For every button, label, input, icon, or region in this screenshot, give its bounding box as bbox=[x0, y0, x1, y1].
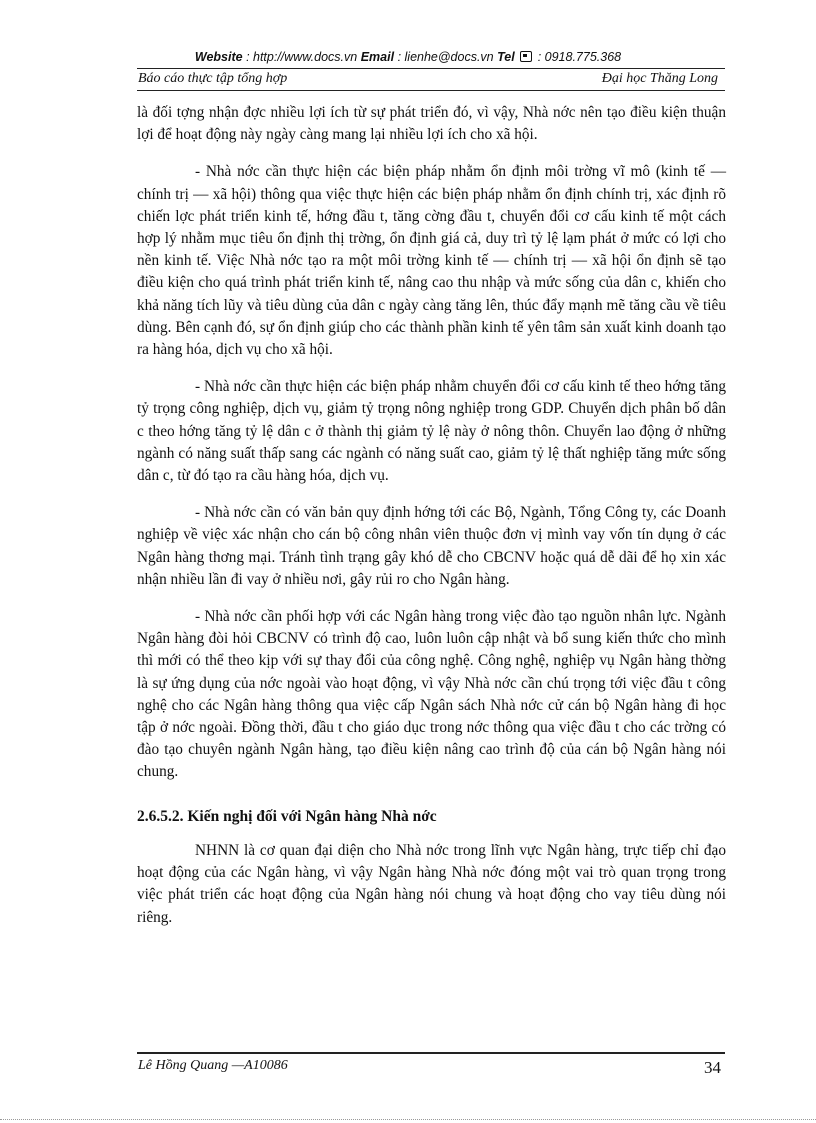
paragraph-economic-restructuring: - Nhà nớc cần thực hiện các biện pháp nhằm chuyển đổi cơ cấu kinh tế theo hớng tăng tỷ trọng công nghiệp, dịch vụ, giảm tỷ trọng nông nghiệp trong GDP. Chuyển dịch phân bố dân c theo hớng tăng tỷ lệ dân c ở thành thị giảm tỷ lệ này ở nông thôn. Chuyển lao động ở những ngành có năng suất thấp sang các ngành có năng suất cao, giảm tỷ lệ thất nghiệp tăng mức sống dân c, từ đó tạo ra cầu hàng hóa, dịch vụ. bbox=[137, 378, 726, 485]
website-url[interactable]: : http://www.docs.vn bbox=[246, 50, 358, 64]
tel-number: : 0918.775.368 bbox=[537, 50, 622, 64]
page-edge-dotted-line bbox=[0, 1119, 816, 1120]
body-text bbox=[137, 102, 726, 944]
paragraph-state-bank: NHNN là cơ quan đại diện cho Nhà nớc trong lĩnh vực Ngân hàng, trực tiếp chỉ đạo hoạt động của các Ngân hàng, vì vậy Ngân hàng Nhà nớc đóng một vai trò quan trọng trong việc phát triển các hoạt động của Ngân hàng nói chung và hoạt động cho vay tiêu dùng nói riêng. bbox=[137, 841, 726, 926]
paragraph-regulation: - Nhà nớc cần có văn bản quy định hớng tới các Bộ, Ngành, Tổng Công ty, các Doanh nghiệp về việc xác nhận cho cán bộ công nhân viên thuộc đơn vị mình vay vốn tín dụng ở các Ngân hàng thơng mại. Tránh tình trạng gây khó dễ cho CBCNV hoặc quá dễ dãi để họ xin xác nhận nhiều lần đi vay ở nhiều nơi, gây rủi ro cho Ngân hàng. bbox=[137, 504, 726, 588]
paragraph-continuation: là đối tợng nhận đợc nhiều lợi ích từ sự phát triển đó, vì vậy, Nhà nớc nên tạo điều kiện thuận lợi để hoạt động này ngày càng mang lại nhiều lợi ích cho xã hội. bbox=[137, 104, 726, 144]
website-banner bbox=[0, 50, 816, 64]
footer-rule bbox=[137, 1052, 725, 1054]
header-bottom-rule bbox=[137, 90, 725, 91]
website-label: Website bbox=[194, 50, 243, 64]
email-label: Email bbox=[360, 50, 395, 64]
footer-author: Lê Hồng Quang —A10086 bbox=[138, 1058, 288, 1073]
running-header-right: Đại học Thăng Long bbox=[601, 71, 718, 86]
tel-label: Tel bbox=[497, 50, 515, 64]
phone-icon bbox=[520, 51, 532, 62]
paragraph-macro-stability: - Nhà nớc cần thực hiện các biện pháp nhằm ổn định môi trờng vĩ mô (kinh tế — chính trị — xã hội) thông qua việc thực hiện các biện pháp nhằm ổn định chính trị, xác định rõ chiến lợc phát triển kinh tế, hớng đầu t, tăng cờng đầu t, chuyển đổi cơ cấu kinh tế một cách hợp lý nhằm mục tiêu ổn định thị trờng, ổn định giá cả, duy trì tỷ lệ lạm phát ở mức có lợi cho nền kinh tế. Việc Nhà nớc tạo ra một môi trờng kinh tế — chính trị — xã hội ổn định sẽ tạo điều kiện cho quá trình phát triển kinh tế, nâng cao thu nhập và mức sống của dân c, khiến cho khả năng tích lũy và tiêu dùng của dân c ngày càng tăng lên, thúc đẩy mạnh mẽ tăng cầu về tiêu dùng. Bên cạnh đó, sự ổn định giúp cho các thành phần kinh tế yên tâm sản xuất kinh doanh tạo ra hàng hóa, dịch vụ cho xã hội. bbox=[137, 163, 726, 359]
email-address[interactable]: : lienhe@docs.vn bbox=[397, 50, 494, 64]
running-header-left: Báo cáo thực tập tổng hợp bbox=[138, 71, 288, 86]
page-number: 34 bbox=[704, 1058, 721, 1077]
paragraph-human-resources: - Nhà nớc cần phối hợp với các Ngân hàng trong việc đào tạo nguồn nhân lực. Ngành Ngân hàng đòi hỏi CBCNV có trình độ cao, luôn luôn cập nhật và bổ sung kiến thức cho mình thì mới có thể theo kịp với sự thay đổi của công nghệ. Công nghệ, nghiệp vụ Ngân hàng thờng là sự ứng dụng của nớc ngoài vào hoạt động, vì vậy Nhà nớc cần chú trọng tới việc đầu t công nghệ cho các Ngân hàng thông qua việc cấp Ngân sách Nhà nớc cử cán bộ Ngân hàng đi học tập ở nớc ngoài. Đồng thời, đầu t cho giáo dục trong nớc thông qua việc đầu t cho các trờng có đào tạo chuyên ngành Ngân hàng, tạo điều kiện nâng cao trình độ của cán bộ Ngân hàng nói chung. bbox=[137, 608, 726, 781]
header-top-rule bbox=[137, 68, 725, 69]
section-heading: 2.6.5.2. Kiến nghị đối với Ngân hàng Nhà nớc bbox=[137, 807, 437, 825]
